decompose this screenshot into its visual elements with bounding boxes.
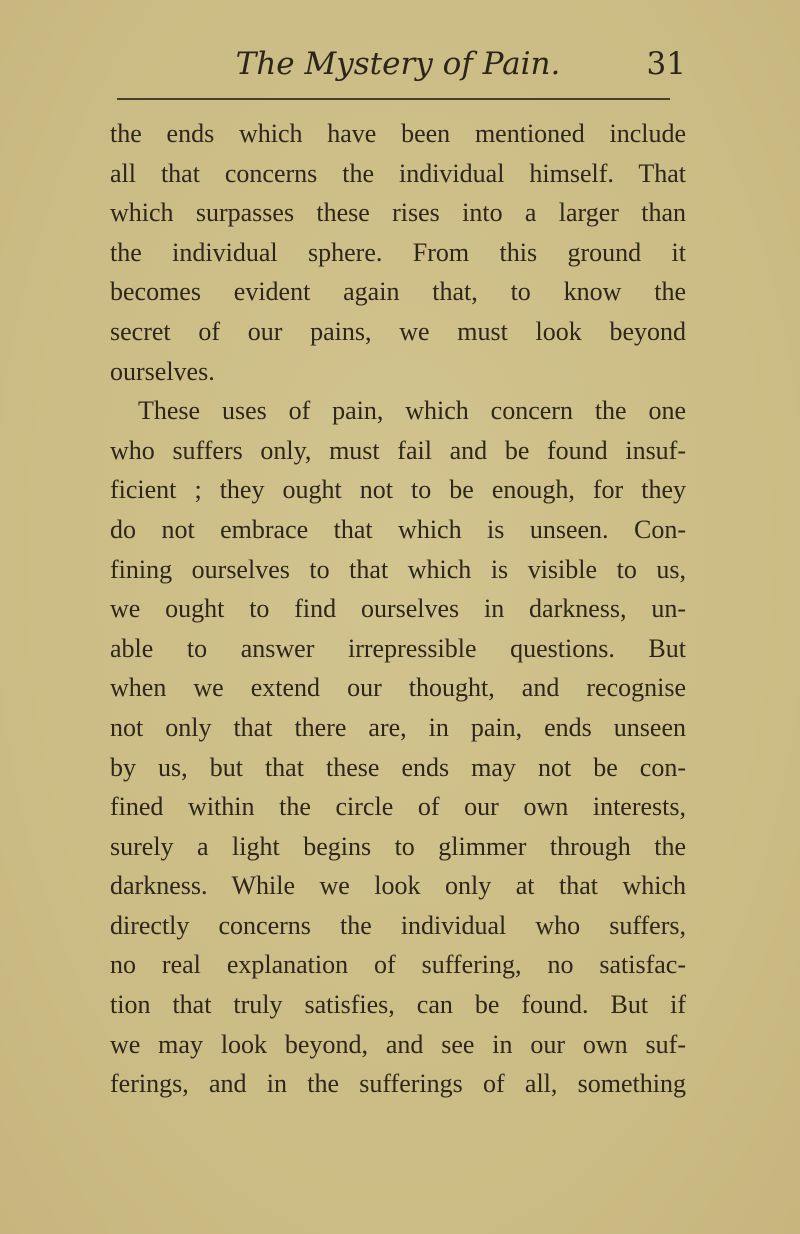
text-line: who suffers only, must fail and be found insuf-	[110, 435, 686, 465]
running-title: The Mystery of Pain.	[235, 46, 561, 82]
text-line: the ends which have been mentioned include	[110, 119, 686, 148]
text-line: becomes evident again that, to know the	[110, 277, 686, 307]
text-line: do not embrace that which is unseen. Con-	[110, 514, 686, 544]
header-rule	[117, 98, 670, 100]
text-line: able to answer irrepressible questions. But	[110, 633, 686, 663]
text-line: ourselves.	[110, 356, 215, 386]
text-line: by us, but that these ends may not be con-	[110, 752, 686, 782]
text-line: ferings, and in the sufferings of all, something	[110, 1069, 686, 1099]
text-line: ficient ; they ought not to be enough, for they	[110, 475, 686, 505]
text-line: secret of our pains, we must look beyond	[110, 316, 686, 346]
text-line: which surpasses these rises into a larger than	[110, 198, 686, 228]
text-line: tion that truly satisfies, can be found. But if	[110, 990, 686, 1020]
text-line: when we extend our thought, and recognise	[110, 673, 686, 703]
text-line: surely a light begins to glimmer through the	[110, 831, 686, 861]
text-line: all that concerns the individual himself. That	[110, 158, 686, 188]
text-line: fined within the circle of our own interests,	[110, 792, 686, 822]
text-line: no real explanation of suffering, no satisfac-	[110, 950, 686, 980]
body-text	[110, 114, 686, 1104]
text-line: These uses of pain, which concern the one	[138, 396, 686, 426]
text-line: darkness. While we look only at that which	[110, 871, 686, 901]
text-line: directly concerns the individual who suffers,	[110, 910, 686, 940]
text-line: the individual sphere. From this ground it	[110, 237, 686, 267]
text-line: we may look beyond, and see in our own suf-	[110, 1029, 686, 1059]
page-number: 31	[646, 46, 686, 82]
text-line: fining ourselves to that which is visible to us,	[110, 554, 686, 584]
text-line: we ought to find ourselves in darkness, un-	[110, 594, 686, 624]
text-line: not only that there are, in pain, ends unseen	[110, 712, 686, 742]
running-head	[110, 40, 686, 88]
